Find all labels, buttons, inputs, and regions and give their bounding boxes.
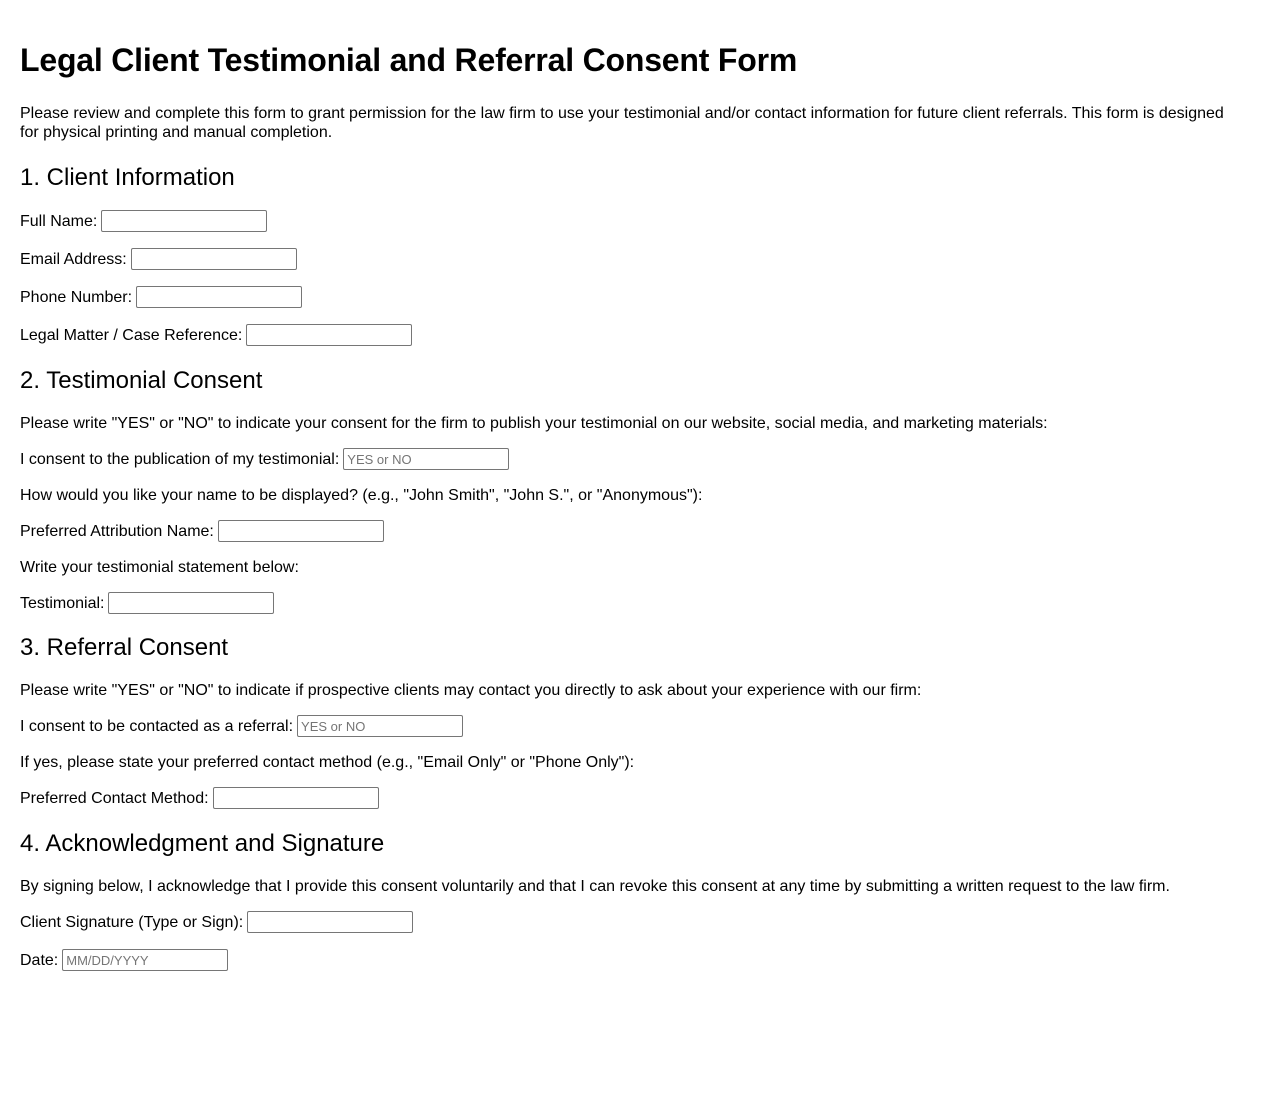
- signature-row: [20, 911, 1242, 933]
- signature-input[interactable]: [247, 911, 413, 933]
- testimonial-label: Testimonial:: [20, 594, 105, 612]
- email-label: Email Address:: [20, 250, 127, 268]
- contact-method-input[interactable]: [213, 787, 379, 809]
- testimonial-input[interactable]: [108, 592, 274, 614]
- referral-consent-label: I consent to be contacted as a referral:: [20, 717, 294, 735]
- section-heading-acknowledgment: 4. Acknowledgment and Signature: [20, 830, 385, 857]
- referral-consent-input[interactable]: [297, 715, 463, 737]
- contact-method-question: If yes, please state your preferred contact method (e.g., "Email Only" or "Phone Only"):: [20, 754, 635, 771]
- section-heading-client-information: 1. Client Information: [20, 164, 235, 191]
- email-input[interactable]: [131, 248, 297, 270]
- referral-instruction: Please write "YES" or "NO" to indicate if prospective clients may contact you directly to ask about your experience with our firm:: [20, 682, 922, 699]
- testimonial-consent-input[interactable]: [343, 448, 509, 470]
- email-row: [20, 248, 1242, 270]
- case-reference-label: Legal Matter / Case Reference:: [20, 326, 243, 344]
- testimonial-instruction: Please write "YES" or "NO" to indicate your consent for the firm to publish your testimonial on our website, social media, and marketing materials:: [20, 415, 1048, 432]
- date-label: Date:: [20, 951, 59, 969]
- full-name-input[interactable]: [101, 210, 267, 232]
- acknowledgment-section: [20, 830, 1242, 971]
- intro-text: Please review and complete this form to grant permission for the law firm to use your testimonial and/or contact information for future client referrals. This form is designed for physical printing and manual completion.: [20, 105, 1224, 141]
- date-input[interactable]: [62, 949, 228, 971]
- contact-method-label: Preferred Contact Method:: [20, 789, 209, 807]
- attribution-label: Preferred Attribution Name:: [20, 522, 214, 540]
- page-title: Legal Client Testimonial and Referral Consent Form: [20, 42, 798, 78]
- client-information-section: [20, 164, 1242, 346]
- testimonial-consent-label: I consent to the publication of my testimonial:: [20, 450, 340, 468]
- full-name-row: [20, 210, 1242, 232]
- full-name-label: Full Name:: [20, 212, 98, 230]
- acknowledgment-statement: By signing below, I acknowledge that I provide this consent voluntarily and that I can revoke this consent at any time by submitting a written request to the law firm.: [20, 878, 1170, 895]
- phone-label: Phone Number:: [20, 288, 133, 306]
- testimonial-consent-section: [20, 367, 1242, 614]
- testimonial-consent-row: [20, 448, 1242, 470]
- phone-row: [20, 286, 1242, 308]
- attribution-row: [20, 520, 1242, 542]
- date-row: [20, 949, 1242, 971]
- phone-input[interactable]: [136, 286, 302, 308]
- attribution-input[interactable]: [218, 520, 384, 542]
- referral-consent-row: [20, 715, 1242, 737]
- contact-method-row: [20, 787, 1242, 809]
- referral-consent-section: [20, 634, 1242, 809]
- section-heading-referral-consent: 3. Referral Consent: [20, 634, 229, 661]
- case-reference-row: [20, 324, 1242, 346]
- testimonial-row: [20, 592, 1242, 614]
- section-heading-testimonial-consent: 2. Testimonial Consent: [20, 367, 263, 394]
- testimonial-statement-prompt: Write your testimonial statement below:: [20, 559, 299, 576]
- signature-label: Client Signature (Type or Sign):: [20, 913, 244, 931]
- case-reference-input[interactable]: [246, 324, 412, 346]
- name-display-question: How would you like your name to be displayed? (e.g., "John Smith", "John S.", or "Anonymous"):: [20, 487, 703, 504]
